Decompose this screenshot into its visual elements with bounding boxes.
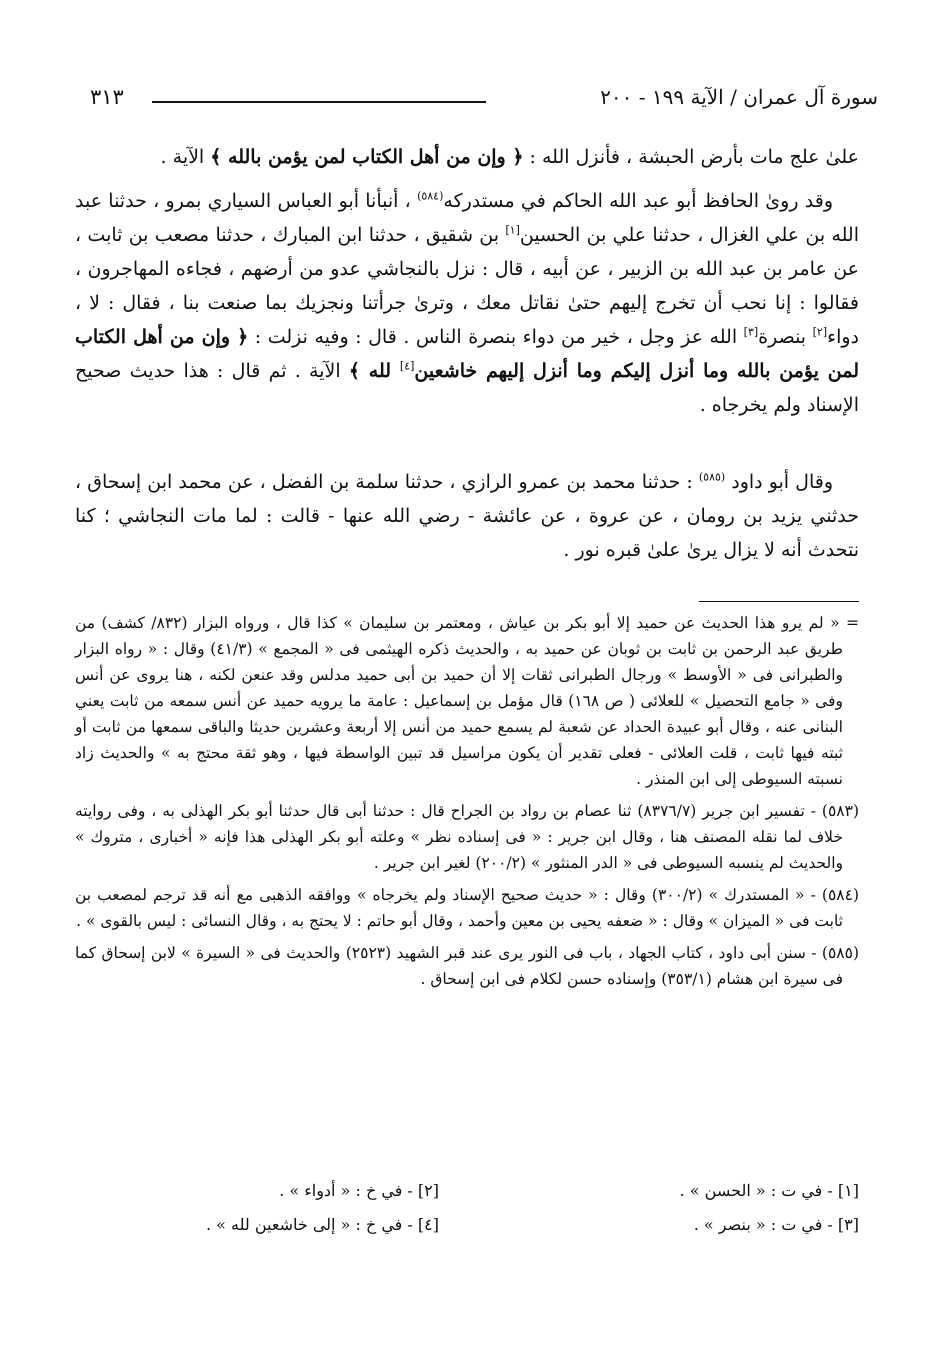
footnotes: [75, 610, 859, 998]
footnote-583: [75, 798, 859, 876]
variant-note-3: [٣] - في ت : « بنصر » .: [693, 1215, 859, 1234]
footnote-number: =: [846, 614, 859, 632]
variant-note-1: [١] - في ت : « الحسن » .: [679, 1181, 859, 1200]
quran-verse: ﴿ وإن من أهل الكتاب لمن يؤمن بالله وما أنزل إليكم وما أنزل إليهم خاشعين: [75, 326, 859, 382]
footnote-number: (٥٨٥) -: [811, 944, 860, 962]
footnote-number: (٥٨٤) -: [810, 886, 859, 904]
variant-ref-3[interactable]: [٣]: [743, 325, 759, 339]
page-number: ٣١٣: [90, 85, 124, 109]
quran-verse: ﴿ وإن من أهل الكتاب لمن يؤمن بالله ﴾: [210, 146, 524, 168]
paragraph-2: [75, 184, 859, 422]
page-header: [90, 82, 878, 112]
text-run: بنصرة: [758, 326, 813, 348]
footnote-ref-585[interactable]: (٥٨٥): [698, 470, 726, 484]
paragraph-3: [75, 465, 859, 567]
header-rule: [152, 101, 486, 103]
footnote-number: (٥٨٣) -: [810, 802, 860, 820]
text-run: علىٰ علج مات بأرض الحبشة ، فأنزل الله :: [523, 146, 859, 168]
footnote-text: تفسير ابن جرير (٨٣٧٦/٧) ثنا عصام بن رواد بن الجراح قال : حدثنا أبى قال حدثنا أبو بكر الهذلى به ، وفى روايته خلاف لما نقله المصنف هنا ، وقال ابن جرير : « فى إسناده نظر » وعلته أبو بكر الهذلى هذا فإنه « أخبارى ، متروك » والحديث لم ينسبه السيوطى فى « الدر المنثور » (٢٠٠/٢) لغير ابن جرير .: [75, 802, 843, 872]
variant-ref-4[interactable]: [٤]: [399, 359, 415, 373]
footnote-ref-584[interactable]: (٥٨٤): [417, 189, 444, 203]
text-run: الله عز وجل ، خير من دواء بنصرة الناس . قال : وفيه نزلت :: [248, 326, 744, 348]
variant-note-4: [٤] - في خ : « إلى خاشعين لله » .: [205, 1215, 439, 1234]
variant-ref-2[interactable]: [٢]: [812, 325, 828, 339]
footnote-584: [75, 882, 859, 934]
footnote-separator: [699, 601, 859, 602]
paragraph-1: [75, 140, 859, 174]
text-run: بن شقيق ، حدثنا ابن المبارك ، حدثنا مصعب بن ثابت ، عن عامر بن عبد الله بن الزبير ، عن أبيه ، قال : نزل بالنجاشي عدو من أرضهم ، فجاءه المهاجرون ، فقالوا : إنا نحب أن تخرج إليهم حتىٰ نقاتل معك ، وترىٰ جرأتنا ونجزيك بما صنعت بنا ، فقال : لا ، دواء: [75, 224, 859, 348]
footnote-585: [75, 940, 859, 992]
variants-row-2: [75, 1208, 859, 1242]
text-run: الآية .: [160, 146, 211, 168]
footnote-continued: [75, 610, 859, 792]
text-run: : حدثنا محمد بن عمرو الرازي ، حدثنا سلمة بن الفضل ، عن محمد ابن إسحاق ، حدثني يزيد بن رومان ، عن عروة ، عن عائشة - رضي الله عنها - قالت : لما مات النجاشي ؛ كنا نتحدث أنه لا يزال يرىٰ علىٰ قبره نور .: [75, 471, 859, 561]
text-run: وقال أبو داود: [725, 471, 834, 493]
manuscript-variants: [75, 1174, 859, 1242]
footnote-text: سنن أبى داود ، كتاب الجهاد ، باب فى النور يرى عند قبر الشهيد (٢٥٢٣) والحديث فى « السيرة » لابن إسحاق كما فى سيرة ابن هشام (٣٥٣/١) وإسناده حسن لكلام فى ابن إسحاق .: [75, 944, 843, 988]
text-run: وقد روىٰ الحافظ أبو عبد الله الحاكم في مستدركه: [443, 190, 833, 212]
text-run: ، أنبأنا أبو العباس السياري بمرو ، حدثنا عبد الله بن علي الغزال ، حدثنا علي بن الحسين: [75, 190, 859, 246]
quran-verse-end: لله ﴾: [348, 360, 400, 382]
footnote-text: « لم يرو هذا الحديث عن حميد إلا أبو بكر بن عياش ، ومعتمر بن سليمان » كذا قال ، ورواه البزار (٨٣٢/ كشف) من طريق عبد الرحمن بن ثابت بن ثوبان عن حميد به ، والحديث ذكره الهيثمى فى « المجمع » (٤١/٣) وقال : « رواه البزار والطبرانى فى « الأوسط » ورجال الطبرانى ثقات إلا أن حميد بن أبى حميد مدلس وقد عنعن لكنه ، هنا يروى عن أنس وفى « جامع التحصيل » للعلائى ( ص ١٦٨) قال مؤمل بن إسماعيل : عامة ما يرويه حميد عن أنس سمعه من ثابت يعني البنانى عنه ، وقال أبو عبيدة الحداد عن شعبة لم يسمع حميد من أنس إلا أربعة وعشرين حديثا والباقى سمعها من ثابت أو ثبته فيها ثابت ، قلت العلائى - فعلى تقدير أن يكون مراسيل قد تبين الواسطة فيها ، وهو ثقة محتج به » والحديث زاد نسبته السيوطى إلى ابن المنذر .: [75, 614, 846, 788]
running-title: سورة آل عمران / الآية ١٩٩ - ٢٠٠: [600, 85, 878, 109]
text-run: الآية . ثم قال : هذا حديث صحيح الإسناد ولم يخرجاه .: [75, 360, 859, 416]
variant-note-2: [٢] - في خ : « أدواء » .: [279, 1181, 439, 1200]
variants-row-1: [75, 1174, 859, 1208]
variant-ref-1[interactable]: [١]: [505, 223, 520, 237]
footnote-text: « المستدرك » (٣٠٠/٢) وقال : « حديث صحيح الإسناد ولم يخرجاه » ووافقه الذهبى مع أنه قد ترجم لمصعب بن ثابت فى « الميزان » وقال : « ضعفه يحيى بن معين وأحمد ، وقال أبو حاتم : لا يحتج به ، وقال النسائى : ليس بالقوى » .: [75, 886, 843, 930]
